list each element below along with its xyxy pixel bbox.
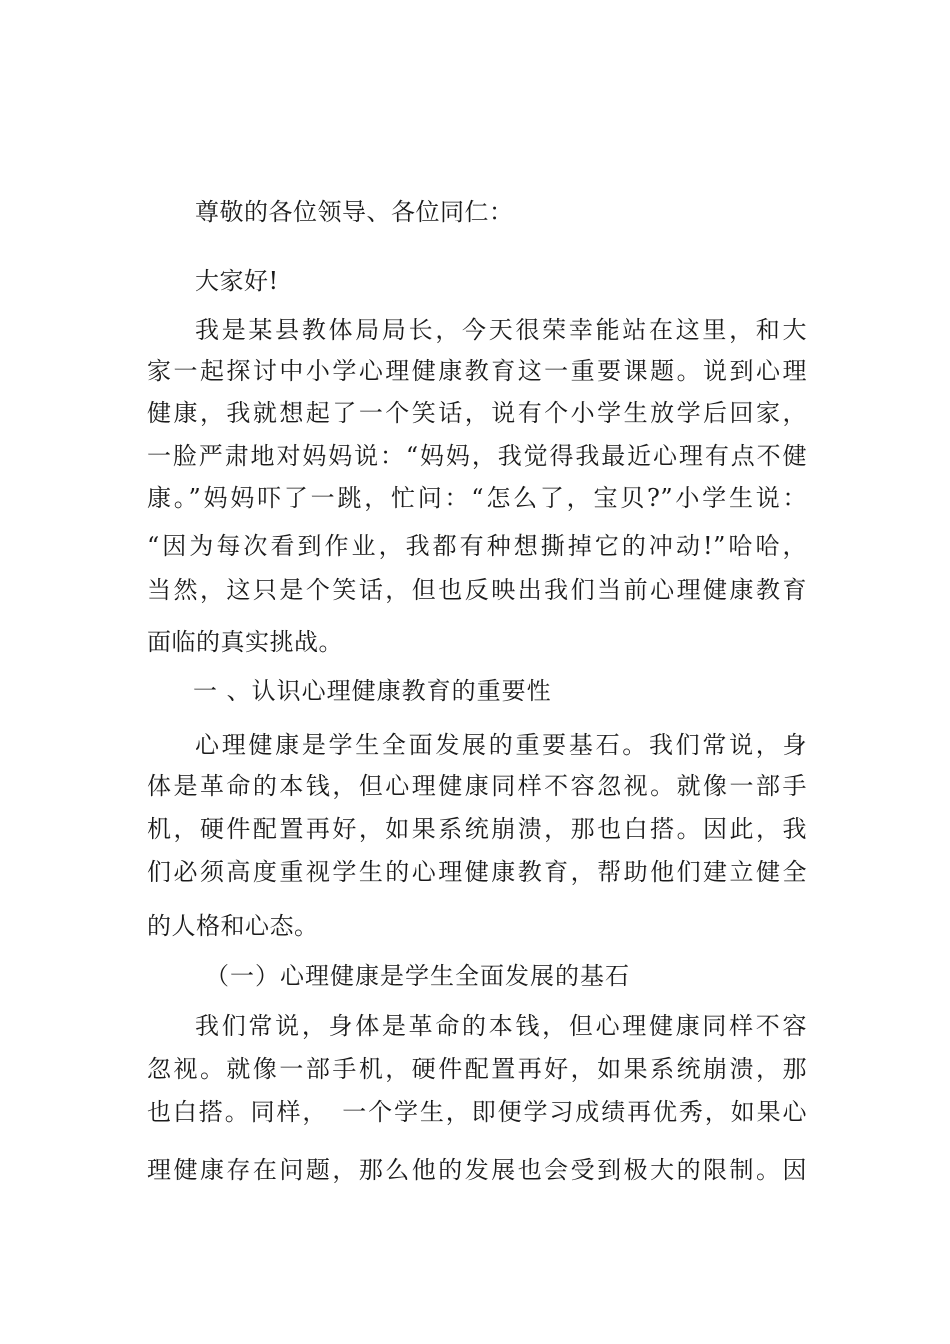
section-line: 的人格和心态。 [147,912,319,940]
intro-line: 我是某县教体局局长，今天很荣幸能站在这里，和大 [195,316,807,344]
section-line: 机，硬件配置再好，如果系统崩溃，那也白搭。因此，我 [147,815,807,843]
intro-line: 康。”妈妈吓了一跳，忙问：“怎么了，宝贝?”小学生说： [147,484,807,512]
section-line: 心理健康是学生全面发展的重要基石。我们常说，身 [195,731,807,759]
subsection-line: 理健康存在问题，那么他的发展也会受到极大的限制。因 [147,1156,807,1184]
section-line: 们必须高度重视学生的心理健康教育，帮助他们建立健全 [147,858,807,886]
hello-line: 大家好! [195,267,279,295]
intro-line: 家一起探讨中小学心理健康教育这一重要课题。说到心理 [147,357,807,385]
greeting: 尊敬的各位领导、各位同仁： [195,198,514,226]
intro-line: 一脸严肃地对妈妈说：“妈妈，我觉得我最近心理有点不健 [147,442,807,470]
intro-line: “因为每次看到作业，我都有种想撕掉它的冲动!”哈哈， [147,532,807,560]
subsection-line: 忽视。就像一部手机，硬件配置再好，如果系统崩溃，那 [147,1055,807,1083]
intro-line: 健康，我就想起了一个笑话，说有个小学生放学后回家， [147,399,807,427]
intro-line: 当然，这只是个笑话，但也反映出我们当前心理健康教育 [147,576,807,604]
section-heading: 一 、认识心理健康教育的重要性 [193,677,552,705]
subsection-line: 我们常说，身体是革命的本钱，但心理健康同样不容 [195,1012,807,1040]
subsection-heading: （一）心理健康是学生全面发展的基石 [205,962,630,990]
section-line: 体是革命的本钱，但心理健康同样不容忽视。就像一部手 [147,772,807,800]
intro-line: 面临的真实挑战。 [147,628,343,656]
subsection-line: 也白搭。同样， 一个学生，即便学习成绩再优秀，如果心 [147,1098,807,1126]
